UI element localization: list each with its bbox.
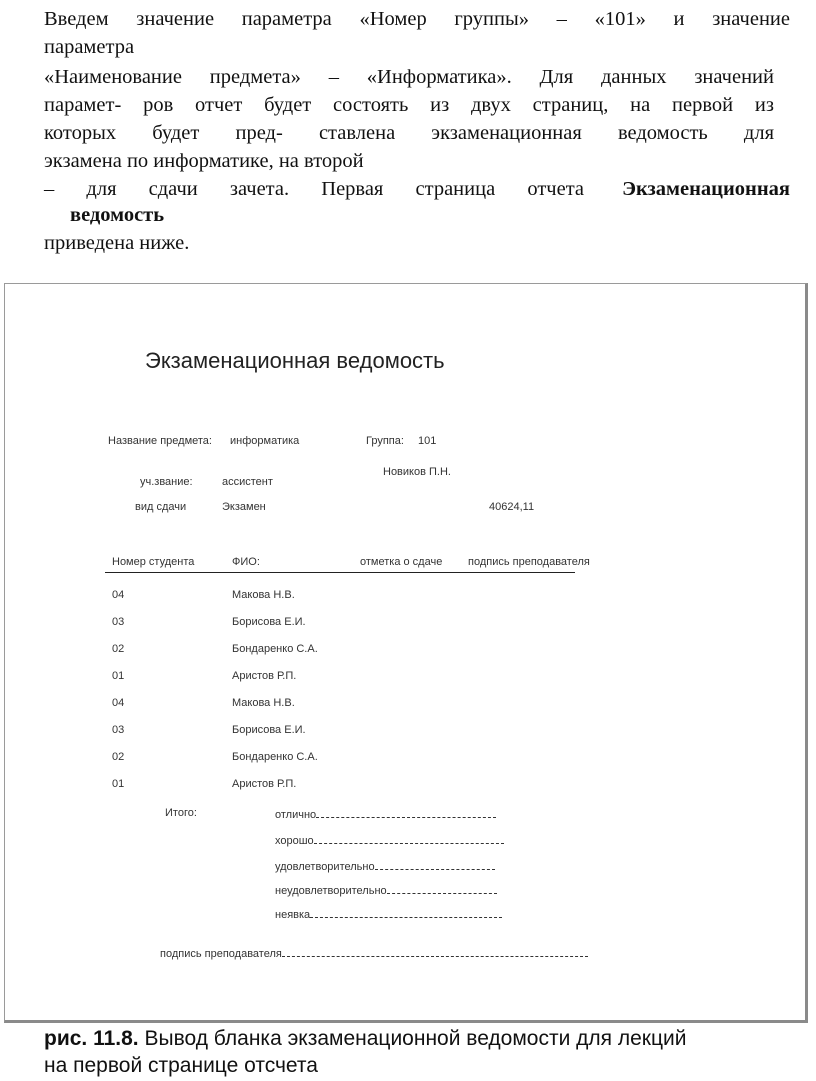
fill-line	[310, 908, 502, 918]
signature-line	[160, 947, 588, 960]
student-name: Бондаренко С.А.	[232, 751, 318, 763]
column-header: отметка о сдаче	[360, 556, 443, 568]
group-label: Группа:	[366, 435, 404, 447]
bold-text: ведомость	[70, 204, 165, 226]
exam-type-value: Экзамен	[222, 501, 266, 513]
student-number: 02	[112, 643, 125, 655]
caption-text: на первой странице отсчета	[44, 1054, 318, 1077]
fill-line	[387, 884, 497, 894]
paragraph-line: параметра	[44, 36, 135, 58]
grade-line	[275, 860, 495, 873]
student-name: Бондаренко С.А.	[232, 643, 318, 655]
student-name: Макова Н.В.	[232, 589, 295, 601]
paragraph-line: приведена ниже.	[44, 232, 190, 254]
bold-text: Экзаменационная	[622, 178, 790, 200]
grade-label: неудовлетворительно	[275, 885, 387, 897]
exam-type-label: вид сдачи	[135, 501, 187, 513]
fill-line	[314, 834, 504, 844]
grade-line	[275, 884, 497, 897]
grade-line	[275, 808, 496, 821]
exam-date: 40624,11	[489, 501, 535, 513]
grade-label: хорошо	[275, 835, 314, 847]
grade-line	[275, 834, 504, 847]
grade-label: удовлетворительно	[275, 861, 375, 873]
grade-line	[275, 908, 502, 921]
student-name: Борисова Е.И.	[232, 616, 306, 628]
grade-label: отлично	[275, 809, 317, 821]
rank-value: ассистент	[222, 476, 273, 488]
figure-caption	[44, 1025, 804, 1079]
report-title: Экзаменационная ведомость	[145, 348, 445, 373]
subject-label: Название предмета:	[108, 435, 212, 447]
student-number: 01	[112, 778, 125, 790]
subject-value: информатика	[230, 435, 300, 447]
caption-number: рис. 11.8.	[44, 1027, 139, 1050]
paragraph-line: парамет- ров отчет будет состоять из двух страниц, на первой из	[44, 94, 774, 116]
column-header: ФИО:	[232, 556, 260, 568]
column-header: Номер студента	[112, 556, 195, 568]
header-divider	[105, 572, 575, 573]
student-name: Борисова Е.И.	[232, 724, 306, 736]
paragraph-line: которых будет пред- ставлена экзаменационная ведомость для	[44, 122, 774, 144]
student-number: 04	[112, 697, 125, 709]
student-number: 03	[112, 616, 125, 628]
student-number: 04	[112, 589, 125, 601]
paragraph-text: – для сдачи зачета. Первая страница отчета	[44, 178, 584, 200]
student-number: 02	[112, 751, 125, 763]
paragraph-line: экзамена по информатике, на второй	[44, 150, 364, 172]
fill-line	[282, 947, 588, 957]
student-name: Макова Н.В.	[232, 697, 295, 709]
grade-label: неявка	[275, 909, 311, 921]
paragraph-line: «Наименование предмета» – «Информатика». Для данных значений	[44, 66, 774, 88]
fill-line	[375, 860, 495, 870]
paragraph-line: Введем значение параметра «Номер группы» – «101» и значение	[44, 8, 790, 30]
column-header: подпись преподавателя	[468, 556, 590, 568]
teacher-name: Новиков П.Н.	[383, 466, 451, 478]
group-value: 101	[418, 435, 437, 447]
caption-text: Вывод бланка экзаменационной ведомости для лекций	[138, 1027, 687, 1050]
signature-label: подпись преподавателя	[160, 948, 282, 960]
paragraph-line	[44, 178, 790, 201]
student-name: Аристов Р.П.	[232, 778, 297, 790]
rank-label: уч.звание:	[140, 476, 193, 488]
student-number: 01	[112, 670, 125, 682]
fill-line	[316, 808, 496, 818]
student-name: Аристов Р.П.	[232, 670, 297, 682]
student-number: 03	[112, 724, 125, 736]
total-label: Итого:	[165, 807, 197, 819]
